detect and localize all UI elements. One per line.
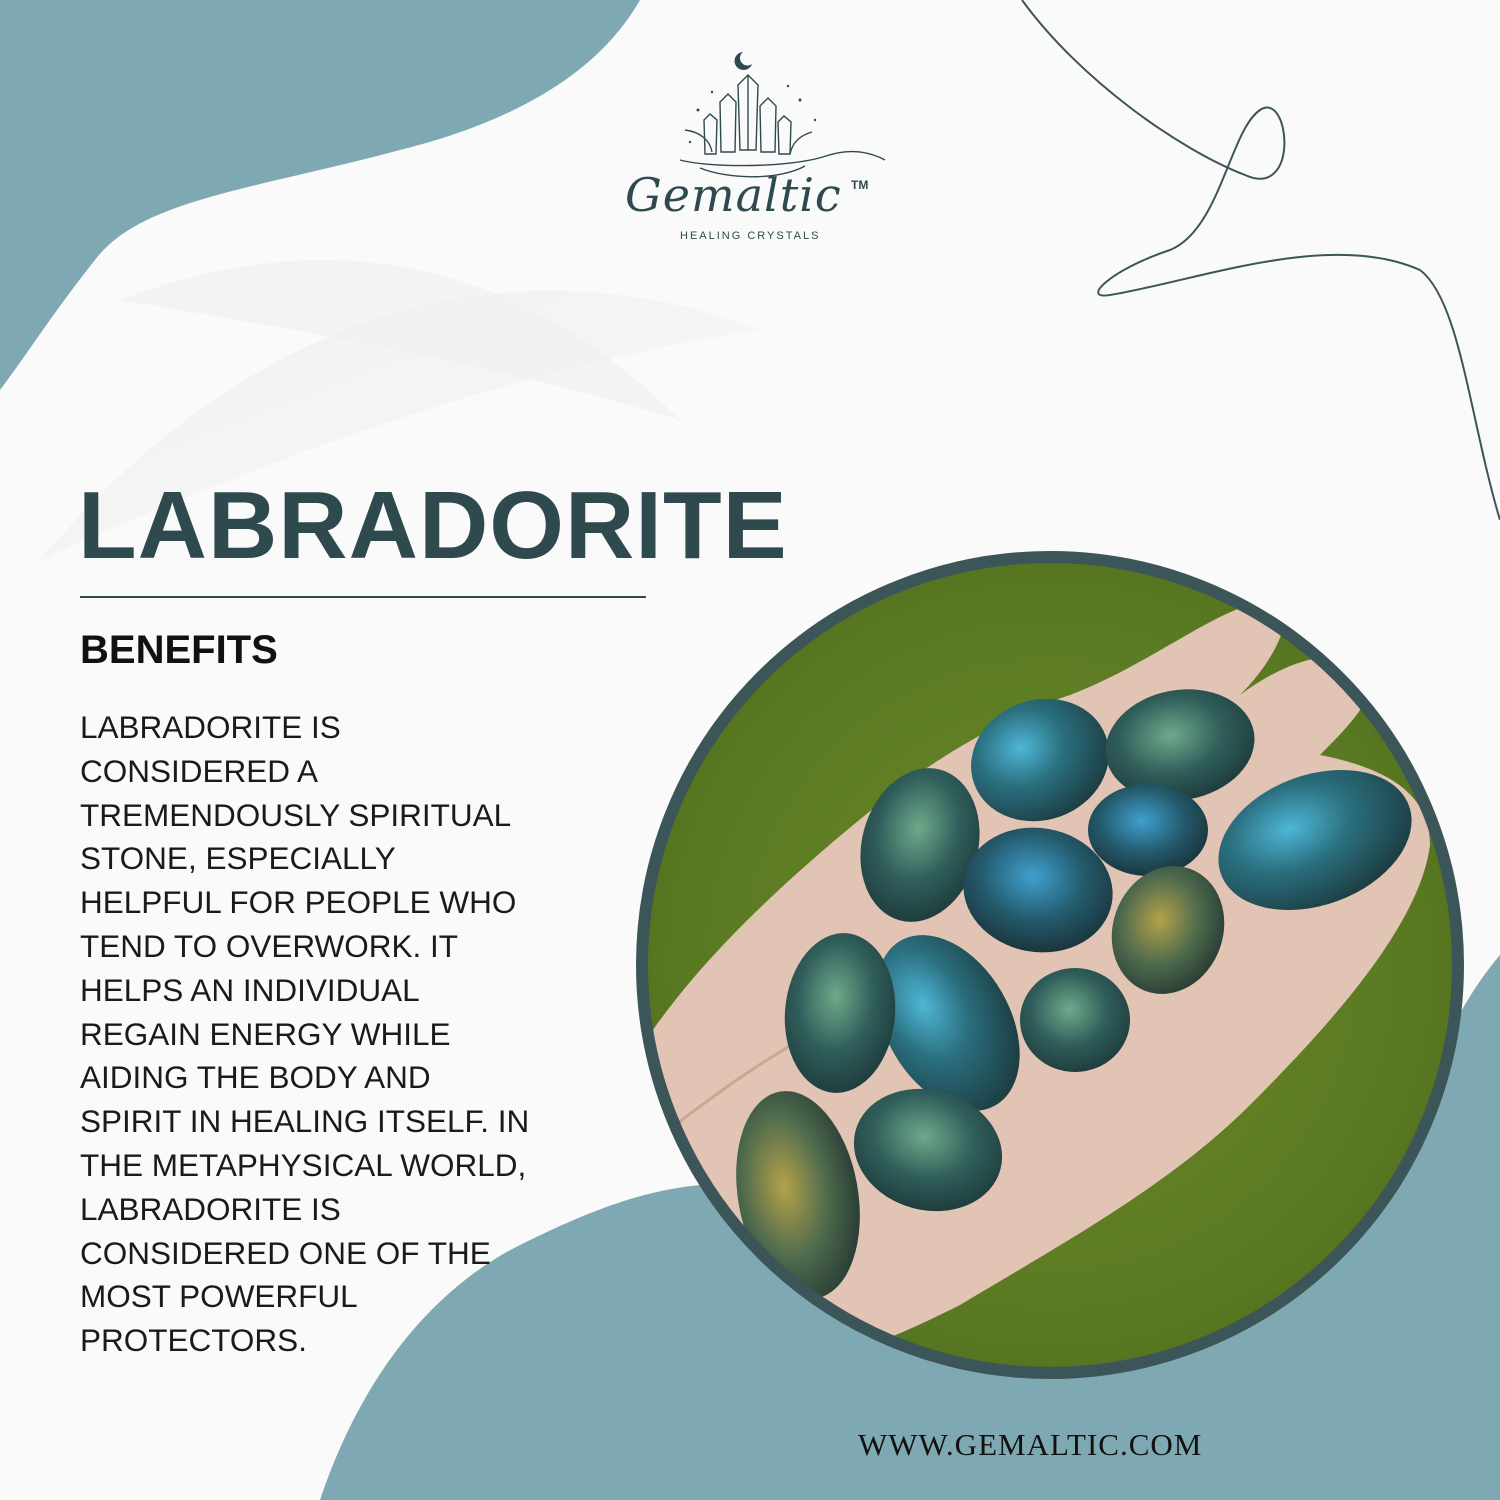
body-line: PROTECTORS.: [80, 1322, 307, 1359]
brand-tagline: HEALING CRYSTALS: [680, 230, 821, 242]
body-line: MOST POWERFUL: [80, 1278, 358, 1315]
body-line: LABRADORITE IS: [80, 1190, 341, 1227]
body-line: THE METAPHYSICAL WORLD,: [80, 1146, 527, 1183]
body-line: TEND TO OVERWORK. IT: [80, 927, 459, 964]
trademark-mark: TM: [851, 178, 869, 192]
body-line: SPIRIT IN HEALING ITSELF. IN: [80, 1103, 530, 1140]
body-line: HELPFUL FOR PEOPLE WHO: [80, 884, 517, 921]
body-line: STONE, ESPECIALLY: [80, 840, 396, 877]
body-line: REGAIN ENERGY WHILE: [80, 1015, 451, 1052]
stone: [1020, 968, 1130, 1072]
section-subtitle: BENEFITS: [80, 628, 278, 672]
labradorite-photo: [630, 545, 1470, 1385]
body-line: CONSIDERED ONE OF THE: [80, 1234, 491, 1271]
stone: [1088, 784, 1208, 876]
body-line: LABRADORITE IS: [80, 709, 341, 745]
website-url[interactable]: WWW.GEMALTIC.COM: [858, 1427, 1203, 1462]
benefits-paragraph: [80, 706, 600, 1363]
decorative-line: [1022, 0, 1500, 520]
body-line: CONSIDERED A: [80, 752, 319, 789]
body-line: HELPS AN INDIVIDUAL: [80, 971, 420, 1008]
body-line: AIDING THE BODY AND: [80, 1059, 431, 1096]
page-title: LABRADORITE: [78, 472, 788, 579]
title-divider: [80, 596, 646, 598]
moon-icon: [735, 52, 752, 70]
body-line: TREMENDOUSLY SPIRITUAL: [80, 796, 512, 833]
brand-name: Gemaltic: [625, 168, 842, 222]
